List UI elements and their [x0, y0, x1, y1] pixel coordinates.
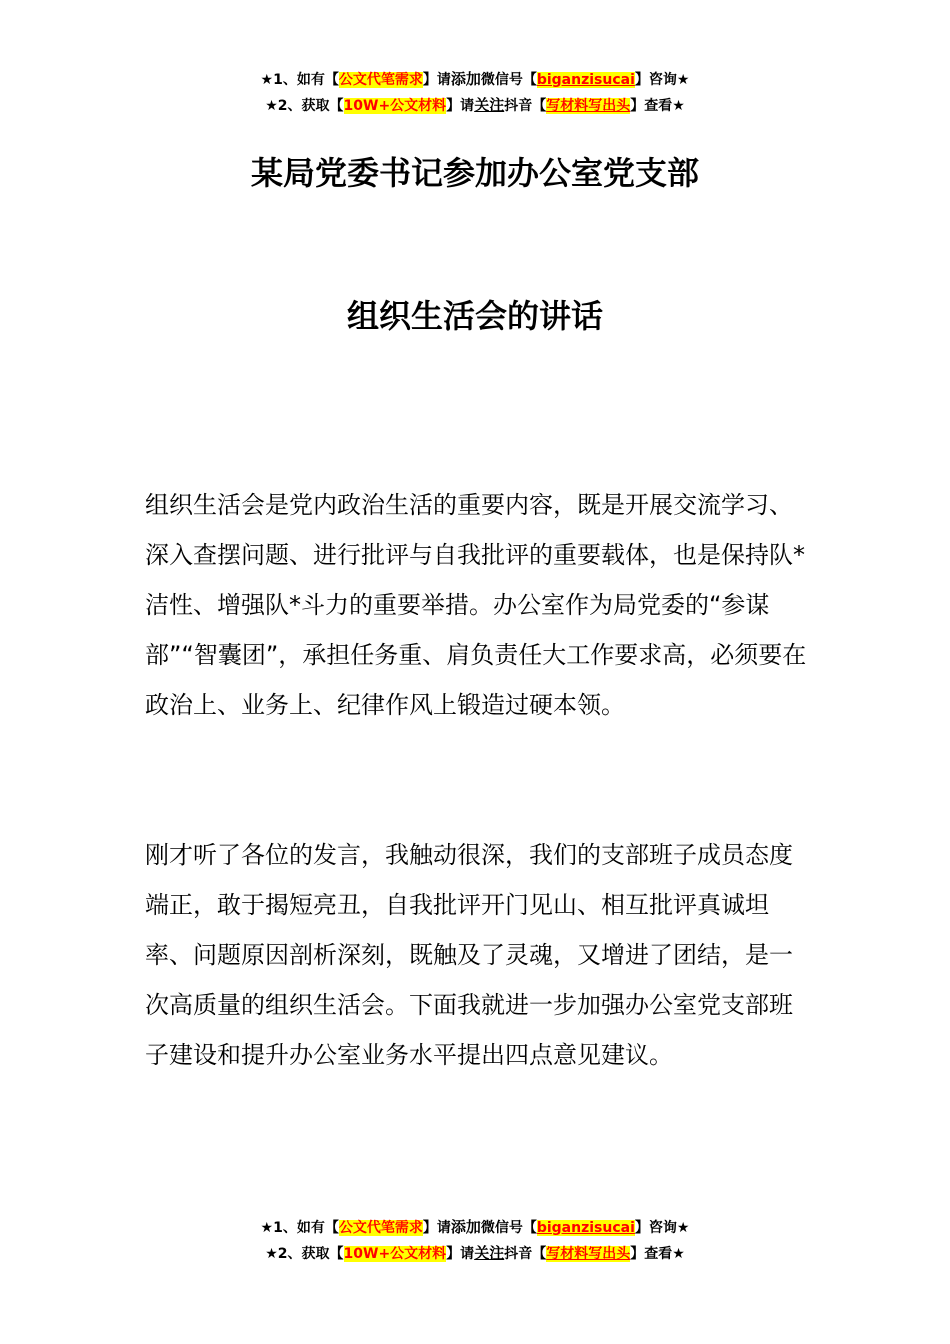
banner-line-2: ★2、获取【10W+公文材料】请关注抖音【写材料写出头】查看★	[265, 96, 685, 114]
footer-banner	[0, 1215, 950, 1267]
banner-highlight: 公文代笔需求	[338, 72, 423, 88]
banner-douyin-id: 写材料写出头	[546, 1246, 631, 1262]
banner-highlight: 10W+公文材料	[343, 1246, 447, 1262]
banner-douyin-id: 写材料写出头	[546, 98, 631, 114]
banner-highlight: 公文代笔需求	[338, 1220, 423, 1236]
banner-highlight: 10W+公文材料	[343, 98, 447, 114]
banner-line-1: ★1、如有【公文代笔需求】请添加微信号【biganzisucai】咨询★	[260, 1218, 690, 1236]
body-paragraph-1: 组织生活会是党内政治生活的重要内容，既是开展交流学习、深入查摆问题、进行批评与自我批评的重要载体，也是保持队*洁性、增强队*斗力的重要举措。办公室作为局党委的“参谋部”“智囊团”，承担任务重、肩负责任大工作要求高，必须要在政治上、业务上、纪律作风上锻造过硬本领。	[145, 491, 807, 719]
document-title-line-1: 某局党委书记参加办公室党支部	[250, 154, 699, 192]
banner-line-2: ★2、获取【10W+公文材料】请关注抖音【写材料写出头】查看★	[265, 1244, 685, 1262]
banner-wechat-id: biganzisucai	[536, 1220, 635, 1236]
banner-wechat-id: biganzisucai	[536, 72, 635, 88]
banner-line-1: ★1、如有【公文代笔需求】请添加微信号【biganzisucai】咨询★	[260, 70, 690, 88]
document-title-line-2: 组织生活会的讲话	[346, 297, 603, 335]
body-paragraph-2: 刚才听了各位的发言，我触动很深，我们的支部班子成员态度端正，敢于揭短亮丑，自我批评开门见山、相互批评真诚坦率、问题原因剖析深刻，既触及了灵魂，又增进了团结，是一次高质量的组织生活会。下面我就进一步加强办公室党支部班子建设和提升办公室业务水平提出四点意见建议。	[145, 841, 793, 1069]
header-banner	[0, 67, 950, 119]
